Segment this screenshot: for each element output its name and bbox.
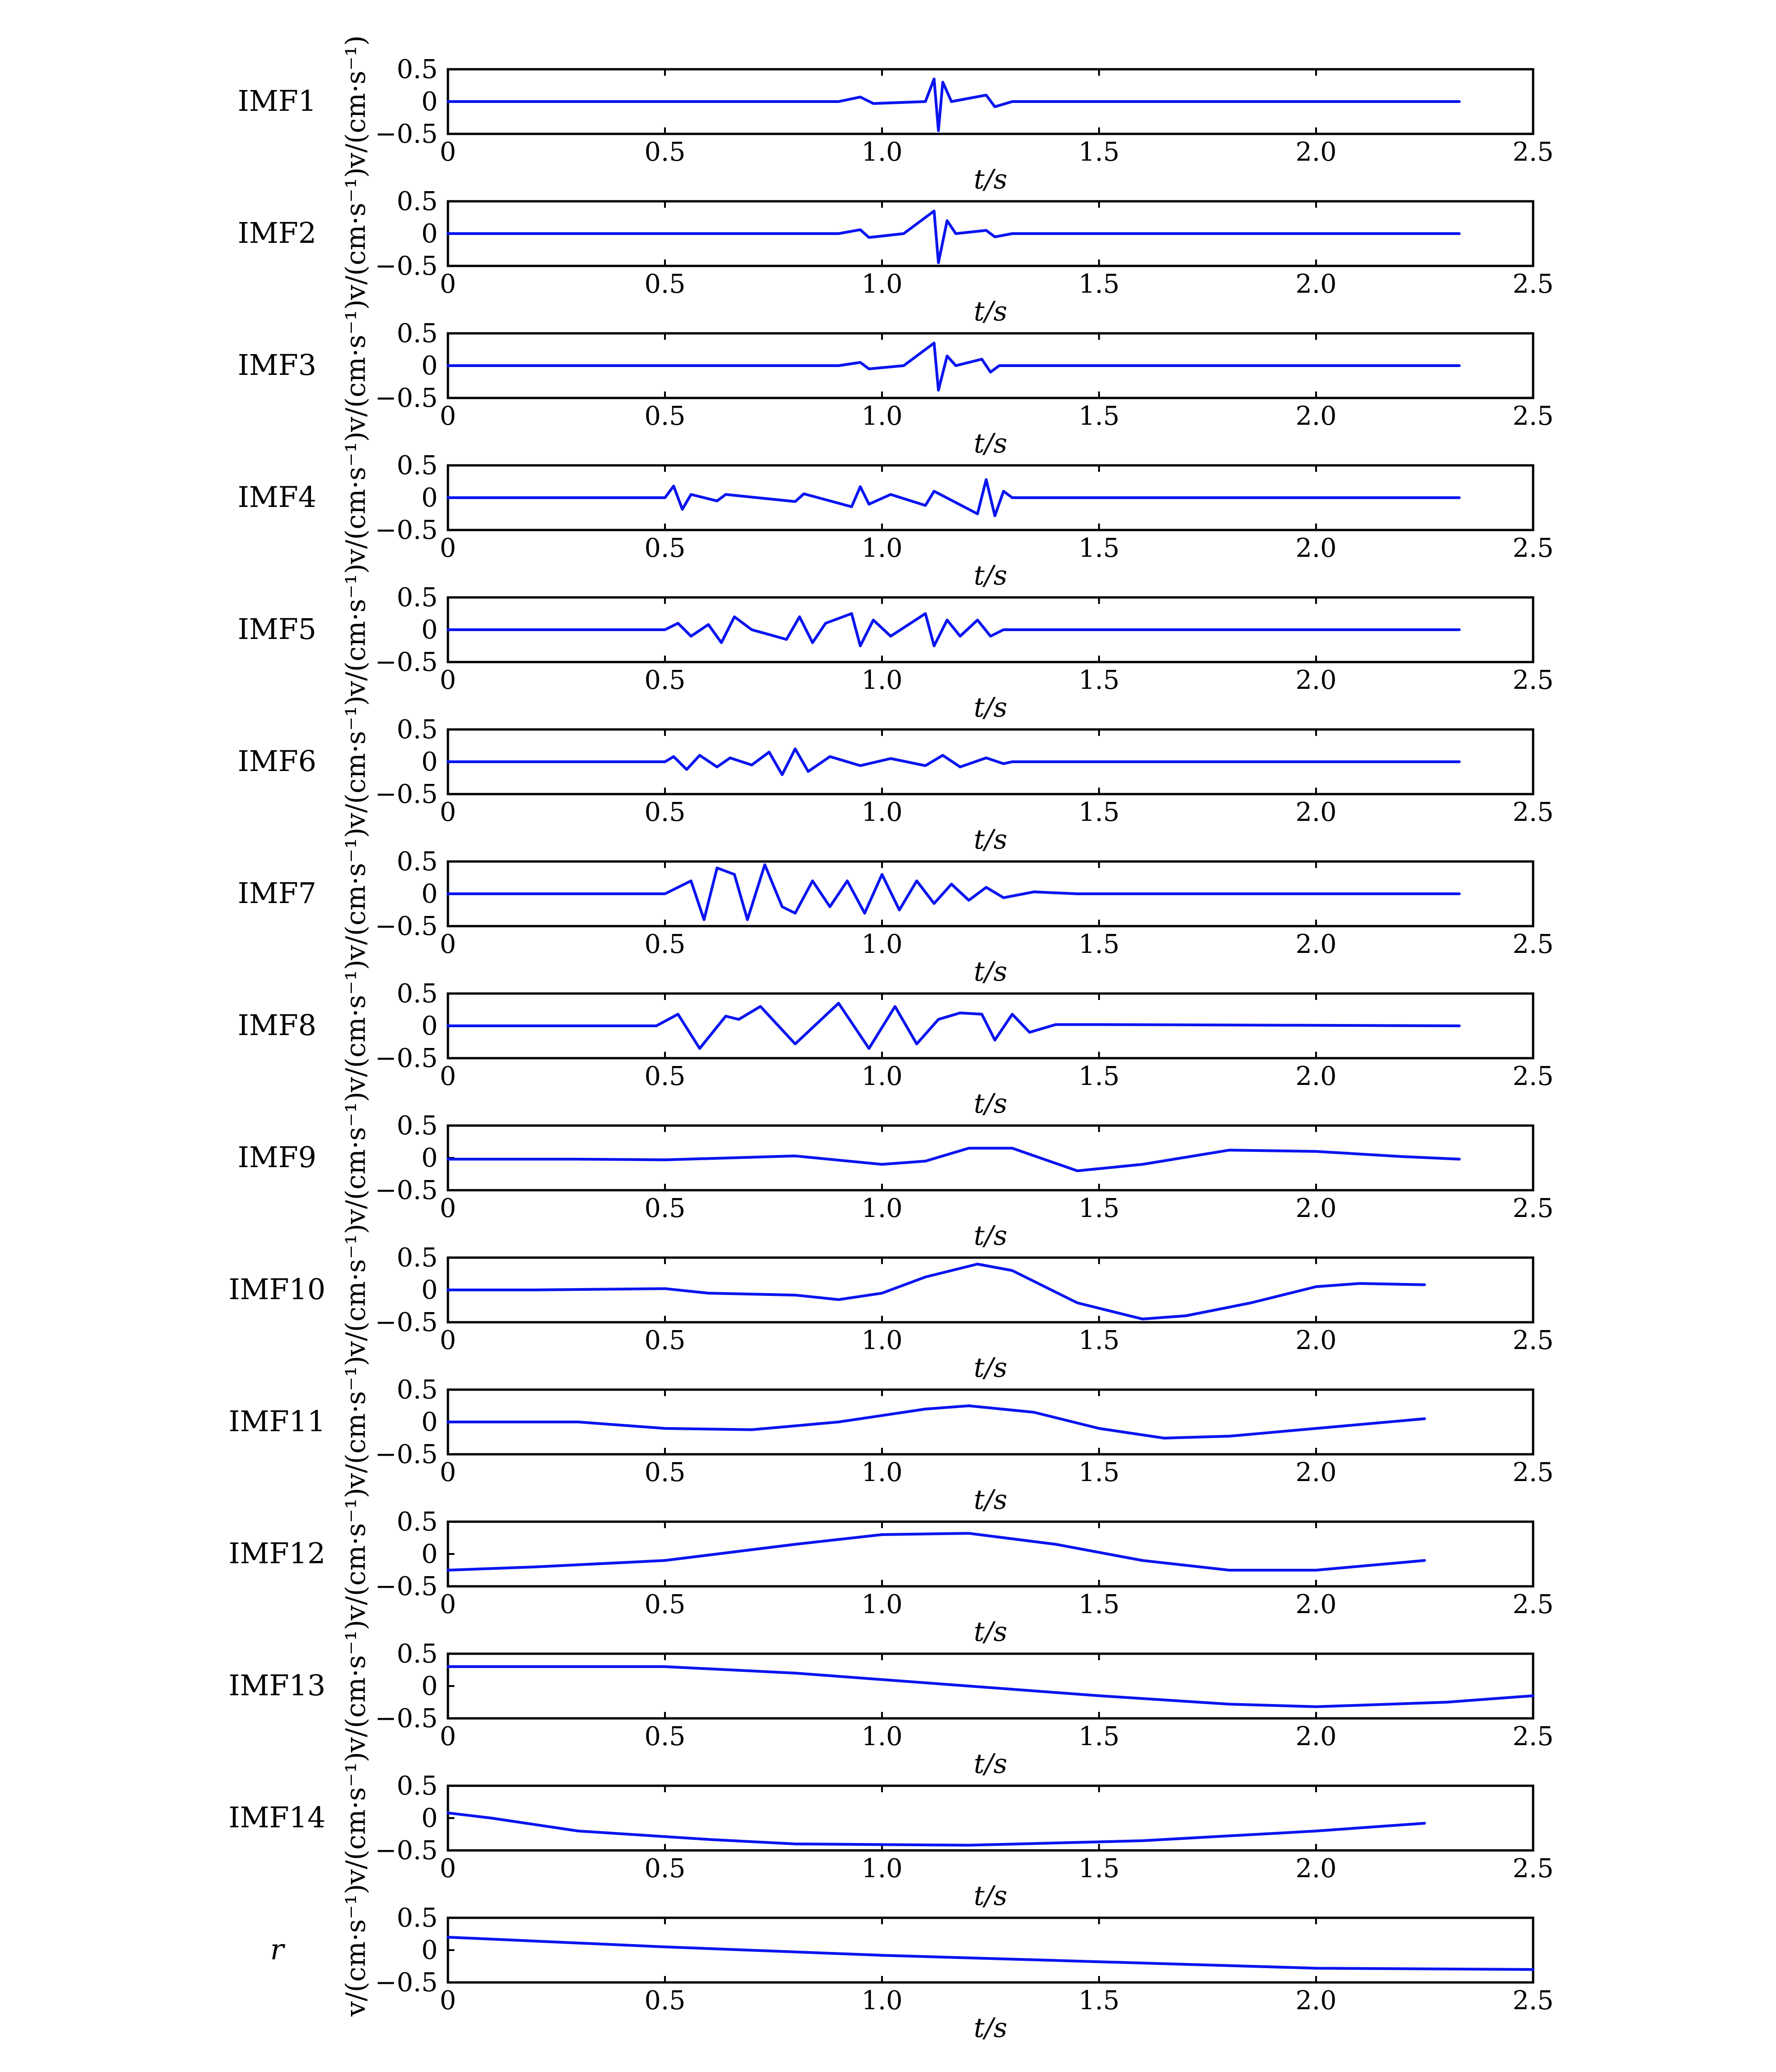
x-tick-label: 0 — [440, 533, 456, 563]
y-tick-label: 0.5 — [396, 979, 438, 1009]
x-tick-label: 1.5 — [1078, 929, 1120, 959]
x-tick-label: 0.5 — [644, 665, 686, 695]
y-tick-label: 0.5 — [396, 54, 438, 84]
panel-imf5 — [238, 563, 1554, 723]
y-tick-label: 0 — [421, 1539, 438, 1569]
y-tick-label: 0 — [421, 747, 438, 777]
panel-label: IMF10 — [229, 1272, 326, 1306]
x-tick-label: 2.0 — [1295, 1193, 1337, 1223]
plot-frame — [448, 1786, 1533, 1850]
panel-imf12 — [229, 1488, 1553, 1647]
x-tick-label: 2.0 — [1295, 665, 1337, 695]
panel-imf4 — [238, 431, 1554, 591]
x-tick-label: 0 — [440, 1325, 456, 1355]
x-tick-label: 0.5 — [644, 1854, 686, 1884]
panel-label: IMF2 — [237, 216, 317, 250]
x-tick-label: 2.0 — [1295, 797, 1337, 827]
x-tick-label: 0.5 — [644, 929, 686, 959]
x-axis-title: t/s — [973, 1748, 1008, 1779]
panel-label: IMF11 — [229, 1404, 326, 1438]
x-tick-label: 0 — [440, 269, 456, 299]
x-tick-label: 0 — [440, 929, 456, 959]
panel-imf2 — [238, 167, 1554, 327]
x-axis-title: t/s — [973, 1880, 1008, 1911]
x-tick-label: 0.5 — [644, 1193, 686, 1223]
y-tick-label: 0.5 — [396, 1771, 438, 1801]
y-tick-label: 0.5 — [396, 1375, 438, 1405]
series-line-imf4 — [448, 480, 1459, 516]
x-tick-label: 2.0 — [1295, 1986, 1337, 2016]
y-tick-label: 0.5 — [396, 1111, 438, 1141]
x-tick-label: 2.5 — [1512, 1986, 1554, 2016]
x-axis-title: t/s — [973, 560, 1008, 591]
x-tick-label: 2.0 — [1295, 1061, 1337, 1091]
x-tick-label: 1.5 — [1078, 1193, 1120, 1223]
x-tick-label: 2.5 — [1512, 1458, 1554, 1488]
y-axis-title: v/(cm·s⁻¹) — [340, 431, 371, 564]
x-tick-label: 0.5 — [644, 269, 686, 299]
x-tick-label: 1.5 — [1078, 533, 1120, 563]
x-tick-label: 1.0 — [861, 1722, 903, 1752]
y-axis-title: v/(cm·s⁻¹) — [340, 35, 371, 168]
x-tick-label: 0.5 — [644, 797, 686, 827]
x-tick-label: 1.5 — [1078, 1061, 1120, 1091]
panel-label: IMF7 — [237, 876, 317, 910]
panel-label: r — [270, 1933, 284, 1966]
series-line-imf11 — [448, 1406, 1425, 1438]
y-axis-title: v/(cm·s⁻¹) — [340, 299, 371, 432]
x-tick-label: 2.0 — [1295, 1854, 1337, 1884]
series-line-r — [448, 1937, 1533, 1970]
x-tick-label: 1.5 — [1078, 401, 1120, 431]
x-axis-title: t/s — [973, 1220, 1008, 1251]
y-tick-label: −0.5 — [375, 911, 438, 941]
panel-imf13 — [229, 1620, 1553, 1779]
y-tick-label: −0.5 — [375, 251, 438, 281]
x-tick-label: 2.0 — [1295, 1325, 1337, 1355]
x-axis-title: t/s — [973, 1352, 1008, 1383]
x-tick-label: 0 — [440, 401, 456, 431]
plot-frame — [448, 1654, 1533, 1718]
y-tick-label: −0.5 — [375, 647, 438, 677]
y-tick-label: 0.5 — [396, 1639, 438, 1669]
x-tick-label: 2.5 — [1512, 797, 1554, 827]
x-tick-label: 2.0 — [1295, 1590, 1337, 1620]
panel-imf10 — [229, 1223, 1553, 1383]
y-tick-label: −0.5 — [375, 383, 438, 413]
x-tick-label: 0.5 — [644, 1986, 686, 2016]
x-tick-label: 2.5 — [1512, 1193, 1554, 1223]
y-axis-title: v/(cm·s⁻¹) — [340, 563, 371, 696]
panel-r — [270, 1884, 1553, 2043]
x-tick-label: 0.5 — [644, 1722, 686, 1752]
y-axis-title: v/(cm·s⁻¹) — [340, 1752, 371, 1885]
panel-imf14 — [229, 1752, 1553, 1911]
x-tick-label: 1.0 — [861, 1590, 903, 1620]
y-axis-title: v/(cm·s⁻¹) — [340, 959, 371, 1092]
x-axis-title: t/s — [973, 956, 1008, 987]
x-tick-label: 0.5 — [644, 137, 686, 167]
y-tick-label: 0.5 — [396, 1507, 438, 1537]
series-line-imf12 — [448, 1533, 1425, 1570]
y-tick-label: 0 — [421, 1803, 438, 1833]
x-tick-label: 0 — [440, 665, 456, 695]
y-axis-title: v/(cm·s⁻¹) — [340, 695, 371, 828]
x-tick-label: 1.0 — [861, 929, 903, 959]
series-line-imf5 — [448, 614, 1459, 646]
x-axis-title: t/s — [973, 1616, 1008, 1647]
y-tick-label: 0 — [421, 351, 438, 381]
y-tick-label: 0 — [421, 1671, 438, 1701]
x-axis-title: t/s — [973, 824, 1008, 855]
x-tick-label: 1.0 — [861, 269, 903, 299]
series-line-imf9 — [448, 1148, 1459, 1171]
x-tick-label: 2.0 — [1295, 1458, 1337, 1488]
y-axis-title: v/(cm·s⁻¹) — [340, 827, 371, 960]
x-tick-label: 1.0 — [861, 1061, 903, 1091]
y-tick-label: 0.5 — [396, 451, 438, 481]
y-axis-title: v/(cm·s⁻¹) — [340, 167, 371, 300]
series-line-imf3 — [448, 343, 1459, 390]
y-tick-label: −0.5 — [375, 1043, 438, 1073]
panel-label: IMF1 — [237, 84, 317, 118]
x-tick-label: 2.5 — [1512, 1590, 1554, 1620]
x-tick-label: 0.5 — [644, 401, 686, 431]
y-axis-title: v/(cm·s⁻¹) — [340, 1884, 371, 2017]
panel-imf3 — [238, 299, 1554, 459]
x-tick-label: 0 — [440, 1061, 456, 1091]
x-tick-label: 2.0 — [1295, 1722, 1337, 1752]
x-tick-label: 2.5 — [1512, 137, 1554, 167]
x-tick-label: 0 — [440, 797, 456, 827]
x-axis-title: t/s — [973, 692, 1008, 723]
series-line-imf13 — [448, 1667, 1533, 1707]
x-tick-label: 2.5 — [1512, 401, 1554, 431]
plot-frame — [448, 1126, 1533, 1190]
y-tick-label: 0 — [421, 1935, 438, 1965]
x-tick-label: 2.5 — [1512, 269, 1554, 299]
x-axis-title: t/s — [973, 295, 1008, 327]
x-tick-label: 1.5 — [1078, 1722, 1120, 1752]
y-tick-label: −0.5 — [375, 779, 438, 809]
panel-imf6 — [238, 695, 1554, 855]
y-tick-label: −0.5 — [375, 1307, 438, 1337]
x-tick-label: 1.0 — [861, 1458, 903, 1488]
y-tick-label: 0.5 — [396, 1903, 438, 1933]
x-tick-label: 0.5 — [644, 533, 686, 563]
x-tick-label: 1.0 — [861, 1325, 903, 1355]
y-axis-title: v/(cm·s⁻¹) — [340, 1091, 371, 1224]
x-tick-label: 0 — [440, 1193, 456, 1223]
x-tick-label: 1.5 — [1078, 1854, 1120, 1884]
y-tick-label: 0 — [421, 1143, 438, 1173]
x-tick-label: 1.0 — [861, 1854, 903, 1884]
x-tick-label: 0 — [440, 137, 456, 167]
y-tick-label: 0 — [421, 615, 438, 645]
series-line-imf14 — [448, 1813, 1425, 1845]
x-tick-label: 1.0 — [861, 533, 903, 563]
panel-imf1 — [238, 35, 1554, 195]
y-tick-label: 0 — [421, 1407, 438, 1437]
y-tick-label: −0.5 — [375, 1836, 438, 1866]
plot-frame — [448, 1390, 1533, 1454]
panel-label: IMF13 — [229, 1668, 326, 1702]
y-tick-label: −0.5 — [375, 1175, 438, 1205]
plot-frame — [448, 1522, 1533, 1586]
y-tick-label: 0 — [421, 879, 438, 909]
x-tick-label: 1.5 — [1078, 1590, 1120, 1620]
y-tick-label: 0.5 — [396, 1243, 438, 1273]
y-tick-label: −0.5 — [375, 119, 438, 149]
x-tick-label: 1.5 — [1078, 269, 1120, 299]
panel-label: IMF6 — [237, 744, 317, 778]
series-line-imf2 — [448, 211, 1459, 263]
x-tick-label: 0 — [440, 1986, 456, 2016]
x-tick-label: 0 — [440, 1722, 456, 1752]
series-line-imf10 — [448, 1264, 1425, 1319]
x-tick-label: 1.0 — [861, 1986, 903, 2016]
x-tick-label: 0.5 — [644, 1590, 686, 1620]
panel-label: IMF14 — [229, 1801, 326, 1834]
x-tick-label: 0.5 — [644, 1061, 686, 1091]
y-tick-label: −0.5 — [375, 1968, 438, 1998]
x-tick-label: 2.0 — [1295, 929, 1337, 959]
y-tick-label: 0 — [421, 1275, 438, 1305]
x-tick-label: 2.5 — [1512, 665, 1554, 695]
x-tick-label: 2.5 — [1512, 1061, 1554, 1091]
panel-label: IMF3 — [237, 348, 317, 382]
y-tick-label: −0.5 — [375, 1440, 438, 1470]
x-tick-label: 0.5 — [644, 1325, 686, 1355]
y-tick-label: −0.5 — [375, 515, 438, 545]
x-tick-label: 1.5 — [1078, 797, 1120, 827]
panel-label: IMF8 — [237, 1008, 317, 1042]
y-tick-label: 0.5 — [396, 583, 438, 613]
x-tick-label: 1.0 — [861, 797, 903, 827]
y-axis-title: v/(cm·s⁻¹) — [340, 1488, 371, 1620]
x-tick-label: 1.0 — [861, 1193, 903, 1223]
x-tick-label: 0.5 — [644, 1458, 686, 1488]
y-tick-label: 0 — [421, 87, 438, 117]
plot-frame — [448, 1918, 1533, 1982]
y-tick-label: 0 — [421, 483, 438, 513]
x-tick-label: 0 — [440, 1854, 456, 1884]
x-tick-label: 2.5 — [1512, 1325, 1554, 1355]
y-tick-label: 0 — [421, 219, 438, 249]
series-line-imf6 — [448, 749, 1459, 775]
panel-imf8 — [238, 959, 1554, 1119]
panel-label: IMF5 — [237, 612, 317, 646]
series-line-imf7 — [448, 865, 1459, 920]
x-tick-label: 2.0 — [1295, 137, 1337, 167]
x-tick-label: 2.0 — [1295, 401, 1337, 431]
x-axis-title: t/s — [973, 428, 1008, 459]
y-tick-label: −0.5 — [375, 1704, 438, 1734]
y-axis-title: v/(cm·s⁻¹) — [340, 1355, 371, 1488]
x-axis-title: t/s — [973, 163, 1008, 195]
series-line-imf8 — [448, 1003, 1459, 1048]
y-tick-label: 0 — [421, 1011, 438, 1041]
panel-imf7 — [238, 827, 1554, 987]
y-axis-title: v/(cm·s⁻¹) — [340, 1620, 371, 1753]
y-axis-title: v/(cm·s⁻¹) — [340, 1223, 371, 1356]
x-tick-label: 2.5 — [1512, 929, 1554, 959]
y-tick-label: 0.5 — [396, 187, 438, 217]
y-tick-label: 0.5 — [396, 847, 438, 877]
x-axis-title: t/s — [973, 1484, 1008, 1515]
x-tick-label: 2.5 — [1512, 1722, 1554, 1752]
panel-imf9 — [238, 1091, 1554, 1251]
x-tick-label: 0 — [440, 1458, 456, 1488]
x-tick-label: 1.0 — [861, 137, 903, 167]
x-tick-label: 1.5 — [1078, 1458, 1120, 1488]
panel-label: IMF12 — [229, 1536, 326, 1570]
x-axis-title: t/s — [973, 1088, 1008, 1119]
y-tick-label: 0.5 — [396, 319, 438, 349]
y-tick-label: −0.5 — [375, 1572, 438, 1602]
series-line-imf1 — [448, 79, 1459, 131]
x-axis-title: t/s — [973, 2012, 1008, 2043]
x-tick-label: 1.5 — [1078, 1986, 1120, 2016]
panel-label: IMF4 — [237, 480, 317, 514]
x-tick-label: 2.5 — [1512, 533, 1554, 563]
x-tick-label: 1.0 — [861, 665, 903, 695]
panel-label: IMF9 — [237, 1140, 317, 1174]
x-tick-label: 1.0 — [861, 401, 903, 431]
x-tick-label: 2.5 — [1512, 1854, 1554, 1884]
x-tick-label: 2.0 — [1295, 533, 1337, 563]
y-tick-label: 0.5 — [396, 715, 438, 745]
x-tick-label: 1.5 — [1078, 1325, 1120, 1355]
x-tick-label: 0 — [440, 1590, 456, 1620]
x-tick-label: 1.5 — [1078, 137, 1120, 167]
panel-imf11 — [229, 1355, 1553, 1515]
x-tick-label: 2.0 — [1295, 269, 1337, 299]
x-tick-label: 1.5 — [1078, 665, 1120, 695]
